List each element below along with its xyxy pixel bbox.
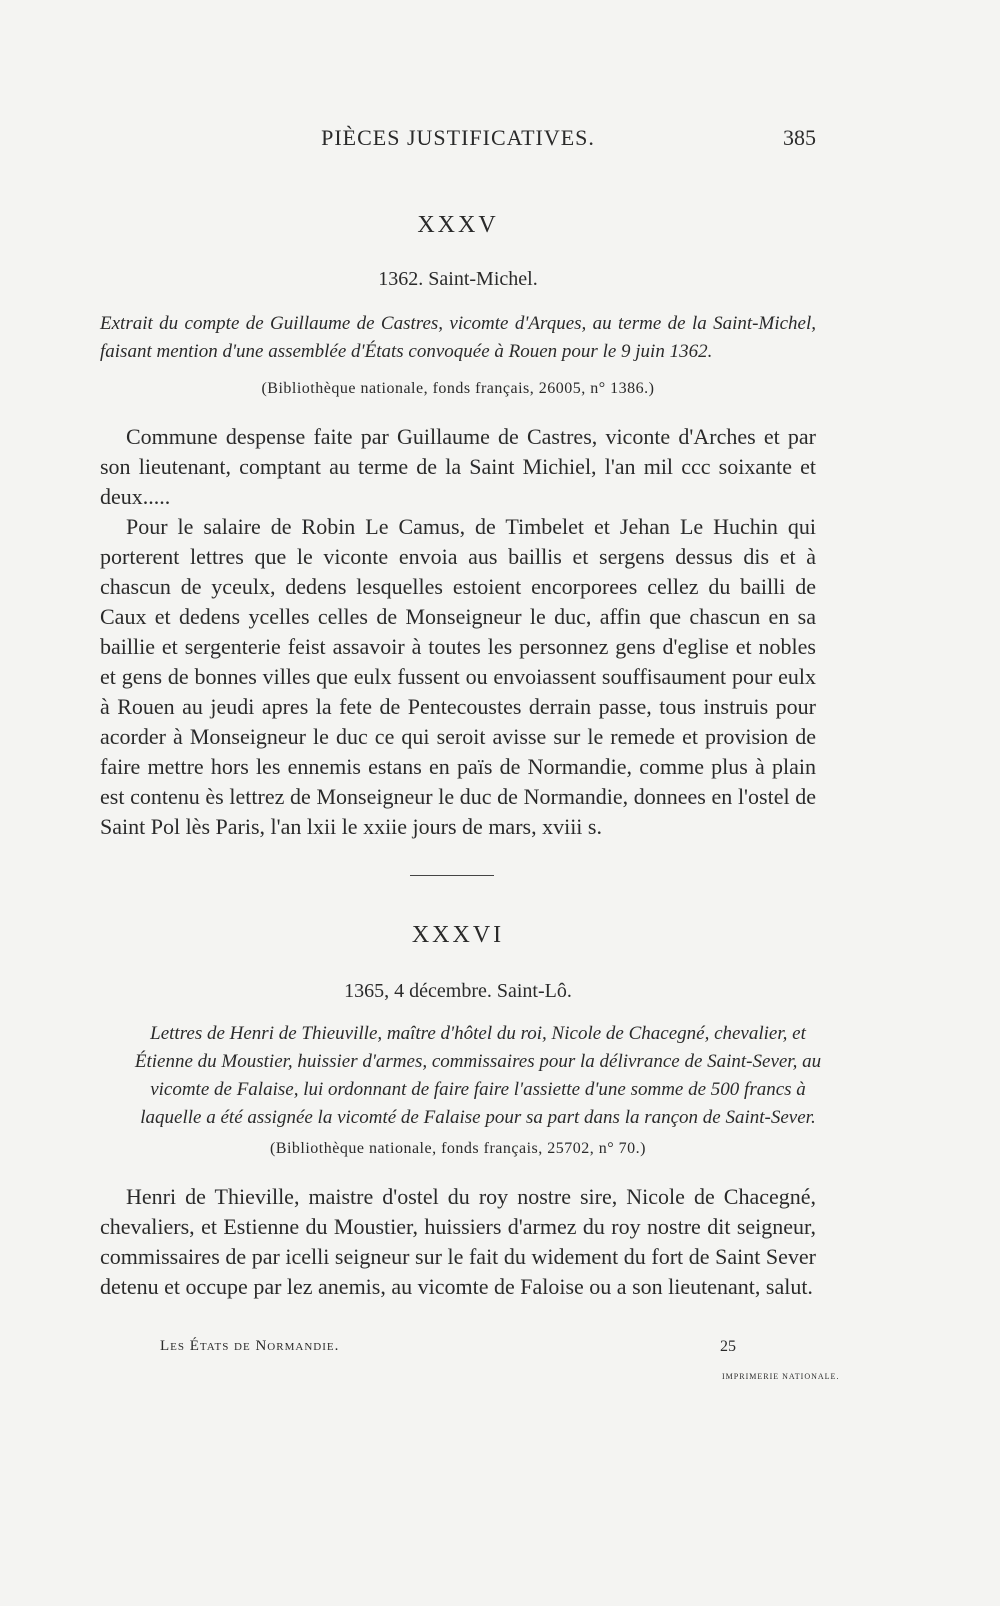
printer-imprint: IMPRIMERIE NATIONALE. xyxy=(722,1372,840,1381)
document-summary: Lettres de Henri de Thieuville, maître d'hôtel du roi, Nicole de Chacegné, chevalier, et Étienne du Moustier, huissier d'armes, commissaires pour la délivrance de Saint-Sever, au vicomte de Falaise, lui ordonnant de faire faire l'assiette d'une somme de 500 francs à laquelle a été assignée la vicomté de Falaise pour sa part dans la rançon de Saint-Sever. xyxy=(134,1023,822,1128)
section-divider xyxy=(410,875,494,876)
body-paragraph: Henri de Thieville, maistre d'ostel du roy nostre sire, Nicole de Chacegné, chevaliers, et Estienne du Moustier, huissiers d'armez du roy nostre dit seigneur, commissaires de par icelli seigneur sur le fait du widement du fort de Saint Sever detenu et occupe par lez anemis, au vicomte de Faloise ou a son lieutenant, salut. xyxy=(100,1184,816,1299)
document-number: XXXV xyxy=(417,212,499,238)
document-date-place: 1365, 4 décembre. Saint-Lô. xyxy=(344,980,572,1002)
body-paragraph: Pour le salaire de Robin Le Camus, de Timbelet et Jehan Le Huchin qui porterent lettres que le viconte envoia aus baillis et sergens dessus dis et à chascun de yceulx, dedens lesquelles estoient encorporees cellez du bailli de Caux et dedens ycelles celles de Monseigneur le duc, affin que chascun en sa baillie et sergenterie feist assavoir à toutes les personnez gens d'eglise et nobles et gens de bonnes villes que eulx fussent ou envoiassent souffisaument pour eulx à Rouen au jeudi apres la fete de Pentecoustes derrain passe, tous instruis pour acorder à Monseigneur le duc ce qui seroit avisse sur le remede et provision de faire mettre hors les ennemis estans en païs de Normandie, comme plus à plain est contenu ès lettrez de Monseigneur le duc de Normandie, donnees en l'ostel de Saint Pol lès Paris, l'an lxii le xxiie jours de mars, xviii s. xyxy=(100,514,816,839)
page-number: 385 xyxy=(783,125,816,150)
document-date-place: 1362. Saint-Michel. xyxy=(378,268,538,290)
document-number: XXXVI xyxy=(411,922,505,948)
document-body xyxy=(100,422,816,842)
signature-mark: 25 xyxy=(720,1338,736,1355)
document-source: (Bibliothèque nationale, fonds français, 25702, n° 70.) xyxy=(269,1140,647,1157)
footer-signature: Les États de Normandie. xyxy=(160,1338,340,1354)
document-summary: Extrait du compte de Guillaume de Castres, vicomte d'Arques, au terme de la Saint-Michel, faisant mention d'une assemblée d'États convoquée à Rouen pour le 9 juin 1362. xyxy=(100,313,816,362)
page-header xyxy=(100,125,816,155)
body-paragraph: Commune despense faite par Guillaume de Castres, viconte d'Arches et par son lieutenant, comptant au terme de la Saint Michiel, l'an mil ccc soixante et deux..... xyxy=(100,424,816,509)
running-head: PIÈCES JUSTIFICATIVES. xyxy=(321,125,595,150)
document-body xyxy=(100,1182,816,1302)
document-source: (Bibliothèque nationale, fonds français, 26005, n° 1386.) xyxy=(261,380,655,397)
